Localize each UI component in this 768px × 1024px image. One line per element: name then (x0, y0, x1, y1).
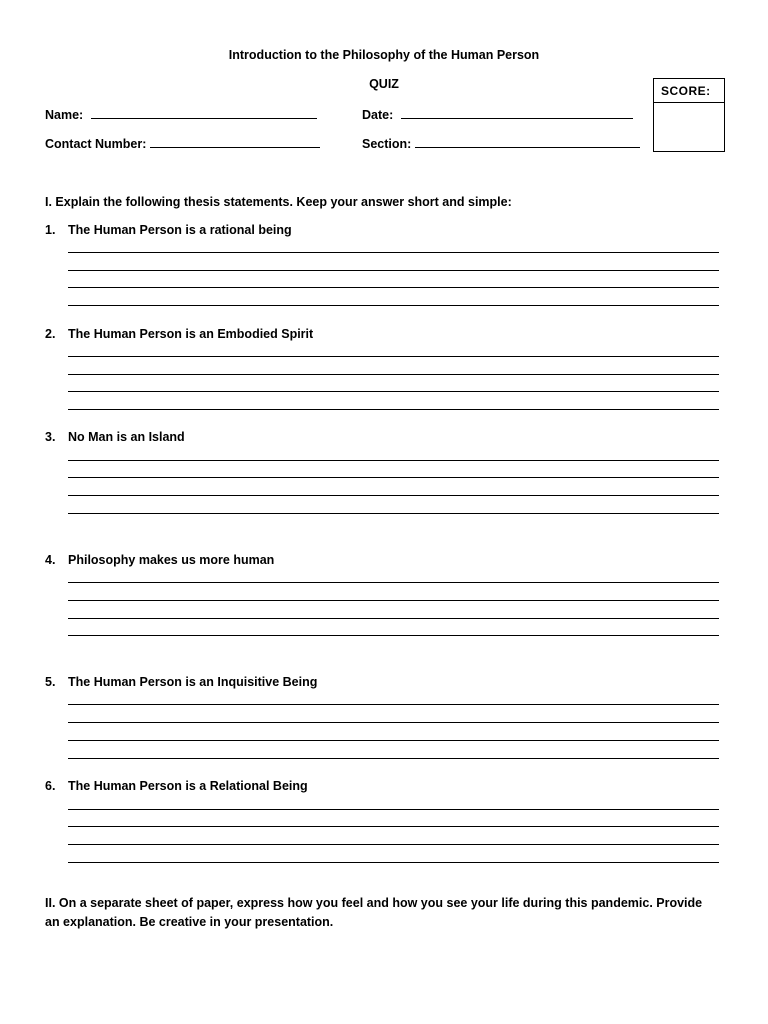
name-field[interactable] (45, 106, 317, 122)
answer-line[interactable] (68, 758, 719, 759)
part2-instruction: II. On a separate sheet of paper, express how you feel and how you see your life during this pandemic. Provide an explanation. Be creative in your presentation. (45, 896, 703, 929)
answer-line[interactable] (68, 409, 719, 410)
answer-line[interactable] (68, 356, 719, 357)
date-field[interactable] (362, 106, 633, 122)
question-number: 5. (45, 675, 56, 689)
date-label: Date: (362, 108, 394, 122)
question-6 (45, 779, 308, 793)
answer-line[interactable] (68, 513, 719, 514)
answer-line[interactable] (68, 722, 719, 723)
answer-line[interactable] (68, 826, 719, 827)
contact-number-blank-line[interactable] (150, 135, 320, 148)
answer-line[interactable] (68, 704, 719, 705)
document-title: Introduction to the Philosophy of the Human Person (228, 48, 540, 62)
score-label: SCORE: (654, 79, 724, 103)
date-blank-line[interactable] (401, 106, 633, 119)
question-2 (45, 327, 313, 341)
question-text: The Human Person is a rational being (68, 223, 292, 237)
contact-number-label: Contact Number: (45, 137, 147, 151)
question-number: 4. (45, 553, 56, 567)
name-blank-line[interactable] (91, 106, 317, 119)
answer-line[interactable] (68, 495, 719, 496)
answer-line[interactable] (68, 477, 719, 478)
answer-line[interactable] (68, 740, 719, 741)
part1-instruction: I. Explain the following thesis statements. Keep your answer short and simple: (45, 195, 512, 209)
question-5 (45, 675, 317, 689)
question-text: No Man is an Island (68, 430, 185, 444)
answer-line[interactable] (68, 252, 719, 253)
question-number: 1. (45, 223, 56, 237)
answer-line[interactable] (68, 460, 719, 461)
question-text: The Human Person is a Relational Being (68, 779, 308, 793)
contact-number-field[interactable] (45, 135, 320, 151)
answer-line[interactable] (68, 374, 719, 375)
question-number: 3. (45, 430, 56, 444)
score-box (653, 78, 725, 152)
question-3 (45, 430, 185, 444)
question-number: 2. (45, 327, 56, 341)
answer-line[interactable] (68, 844, 719, 845)
quiz-heading: QUIZ (369, 77, 399, 91)
answer-line[interactable] (68, 287, 719, 288)
answer-line[interactable] (68, 391, 719, 392)
name-label: Name: (45, 108, 84, 122)
answer-line[interactable] (68, 305, 719, 306)
answer-line[interactable] (68, 635, 719, 636)
answer-line[interactable] (68, 809, 719, 810)
question-1 (45, 223, 292, 237)
question-4 (45, 553, 274, 567)
section-label: Section: (362, 137, 412, 151)
question-text: The Human Person is an Inquisitive Being (68, 675, 318, 689)
answer-line[interactable] (68, 582, 719, 583)
section-blank-line[interactable] (415, 135, 640, 148)
answer-line[interactable] (68, 600, 719, 601)
question-number: 6. (45, 779, 56, 793)
section-field[interactable] (362, 135, 640, 151)
answer-line[interactable] (68, 618, 719, 619)
answer-line[interactable] (68, 270, 719, 271)
question-text: The Human Person is an Embodied Spirit (68, 327, 314, 341)
question-text: Philosophy makes us more human (68, 553, 275, 567)
answer-line[interactable] (68, 862, 719, 863)
